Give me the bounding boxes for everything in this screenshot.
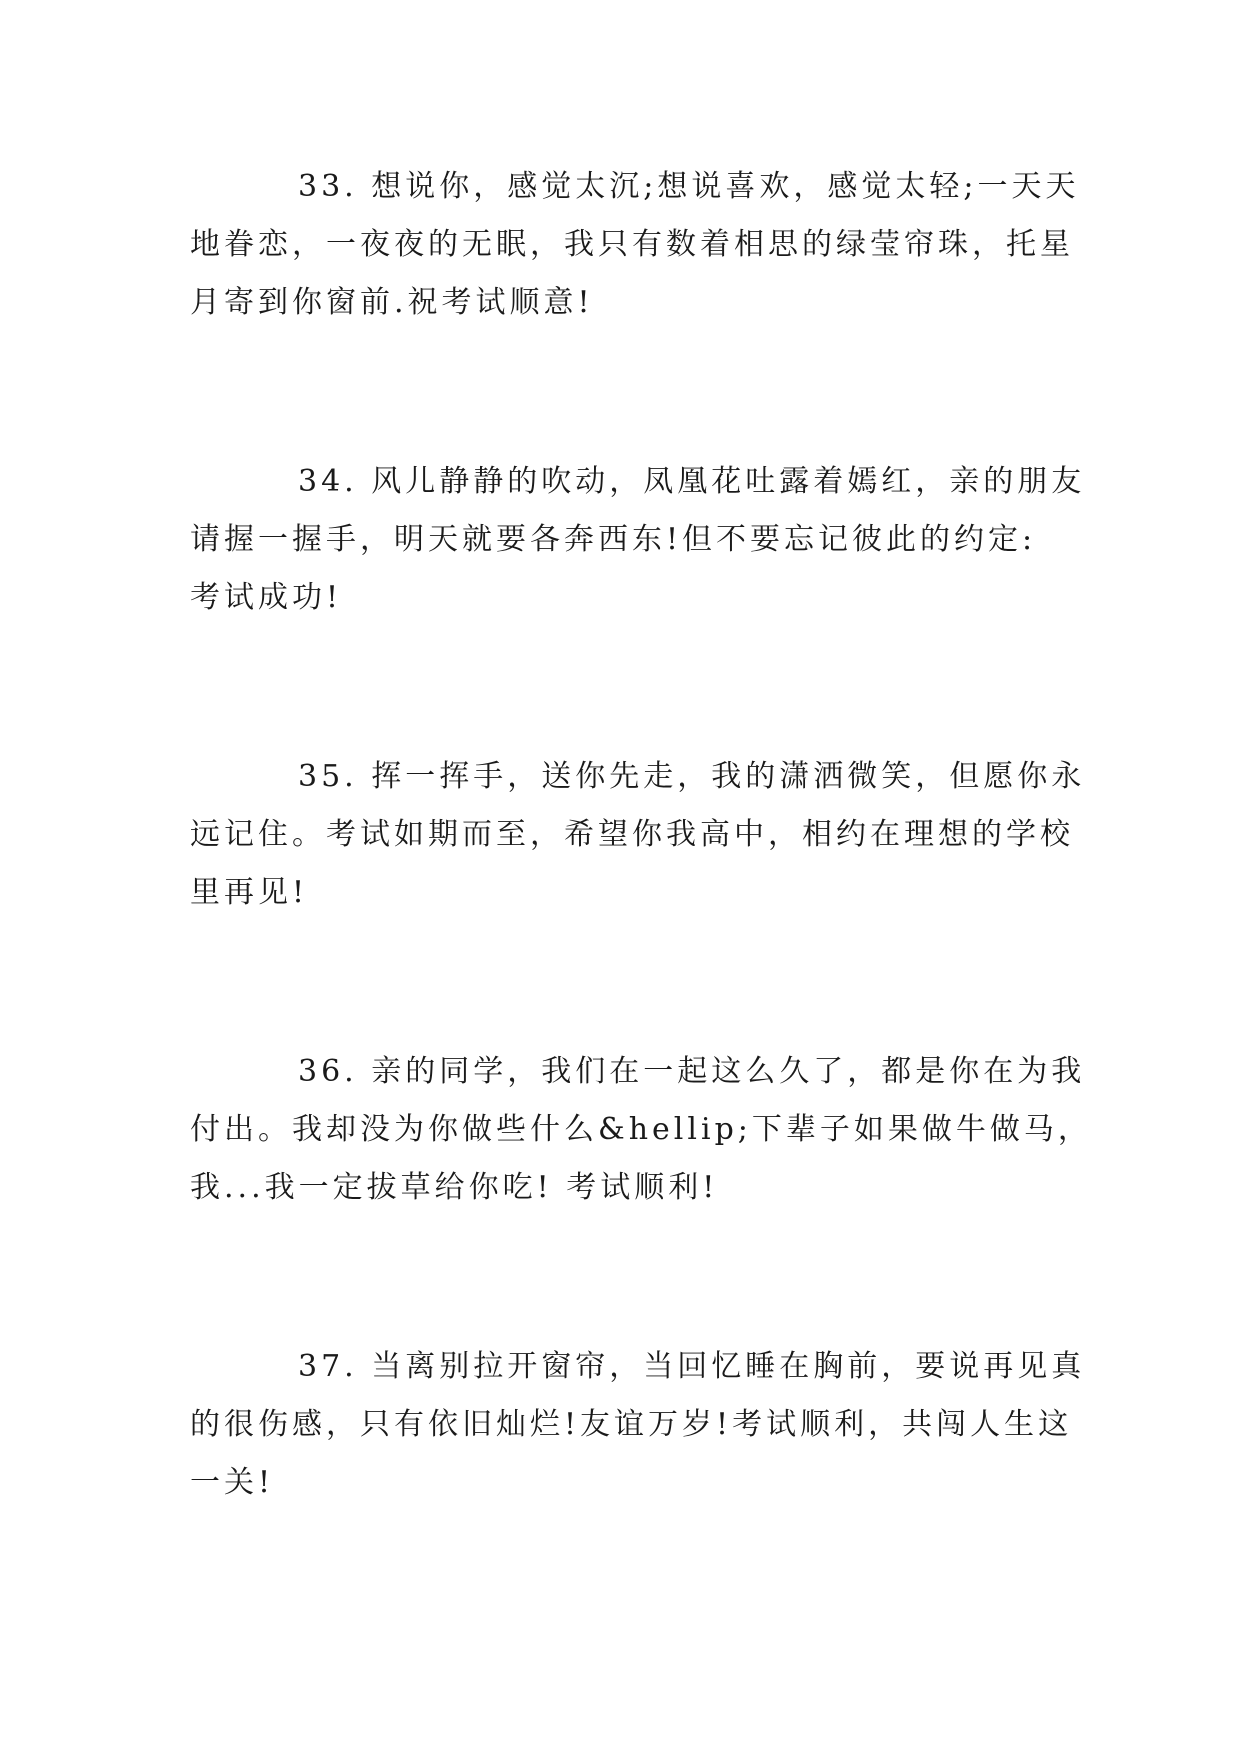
paragraph-line: 月寄到你窗前.祝考试顺意!	[190, 285, 594, 320]
paragraph-35	[190, 748, 1086, 922]
paragraph-line: 请握一握手，明天就要各奔西东!但不要忘记彼此的约定:	[190, 522, 1037, 557]
paragraph-36	[190, 1043, 1092, 1217]
paragraph-line: 34. 风儿静静的吹动，凤凰花吐露着嫣红，亲的朋友	[298, 464, 1086, 499]
paragraph-line: 33. 想说你，感觉太沉;想说喜欢，感觉太轻;一天天	[298, 169, 1080, 204]
paragraph-34	[190, 453, 1086, 627]
paragraph-line: 考试成功!	[190, 580, 343, 615]
paragraph-line: 付出。我却没为你做些什么&hellip;下辈子如果做牛做马，	[190, 1112, 1092, 1147]
paragraph-line: 一关!	[190, 1465, 275, 1500]
paragraph-line: 里再见!	[190, 875, 309, 910]
paragraph-line: 我...我一定拔草给你吃! 考试顺利!	[190, 1170, 719, 1205]
paragraph-33	[190, 158, 1080, 332]
paragraph-line: 36. 亲的同学，我们在一起这么久了，都是你在为我	[298, 1054, 1086, 1089]
paragraph-37	[190, 1338, 1086, 1512]
paragraph-line: 的很伤感，只有依旧灿烂!友谊万岁!考试顺利，共闯人生这	[190, 1407, 1073, 1442]
paragraph-line: 37. 当离别拉开窗帘，当回忆睡在胸前，要说再见真	[298, 1349, 1086, 1384]
paragraph-line: 地眷恋，一夜夜的无眠，我只有数着相思的绿莹帘珠，托星	[190, 227, 1074, 262]
paragraph-line: 远记住。考试如期而至，希望你我高中，相约在理想的学校	[190, 817, 1074, 852]
paragraph-line: 35. 挥一挥手，送你先走，我的潇洒微笑，但愿你永	[298, 759, 1086, 794]
